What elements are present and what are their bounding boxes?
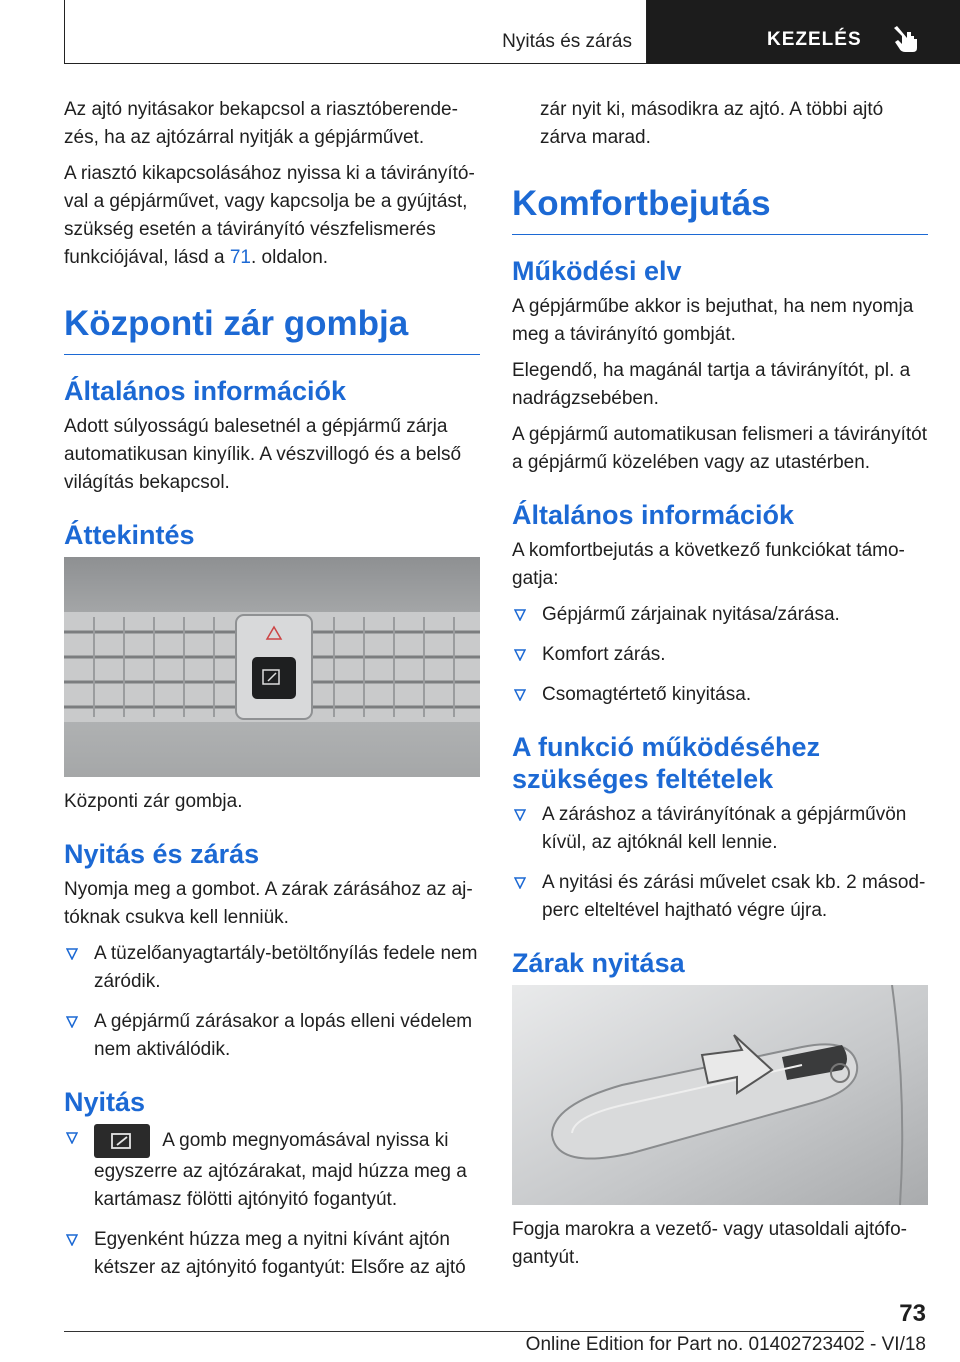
intro-paragraph-2 bbox=[64, 160, 480, 272]
general-text: Adott súlyosságú balesetnél a gépjármű zárja automatikusan kinyílik. A vészvillogó és a belső világítás bekapcsol. bbox=[64, 416, 462, 493]
section-heading: Komfortbejutás bbox=[512, 182, 928, 235]
list-item bbox=[64, 940, 480, 996]
list-item bbox=[512, 869, 928, 925]
list-item-text: Csomagtértető kinyitása. bbox=[542, 684, 752, 705]
section-heading: Központi zár gombja bbox=[64, 302, 480, 355]
unlock-button-icon bbox=[94, 1124, 150, 1158]
list-item-text: A gomb megnyomásával nyissa ki egyszerre az ajtózárakat, majd húzza meg a kartámasz fölötti ajtónyitó fogantyút. bbox=[94, 1130, 467, 1210]
intro-paragraph-1: Az ajtó nyitásakor bekapcsol a riasztóberendezés, ha az ajtózárral nyitják a gépjárművet. bbox=[64, 99, 458, 148]
subheading-opening: Nyitás bbox=[64, 1087, 146, 1117]
list-item bbox=[512, 601, 928, 629]
general-list bbox=[512, 601, 928, 709]
door-handle-image bbox=[512, 985, 928, 1272]
chapter-title: KEZELÉS bbox=[767, 29, 862, 50]
page-header bbox=[64, 0, 960, 64]
list-item-text: Egyenként húzza meg a nyitni kívánt ajtón kétszer az ajtónyitó fogantyút: Elsőre az ajtó bbox=[94, 1229, 466, 1278]
list-item-text: A záráshoz a távirányítónak a gépjárművön kívül, az ajtóknál kell lennie. bbox=[542, 804, 907, 853]
triangle-bullet-icon bbox=[66, 1132, 78, 1144]
page-link[interactable]: 71 bbox=[229, 247, 251, 268]
header-chapter-box bbox=[647, 0, 960, 64]
list-item-text: A nyitási és zárási művelet csak kb. 2 másodperc elteltével hajtható végre újra. bbox=[542, 872, 926, 921]
triangle-bullet-icon bbox=[514, 649, 526, 661]
requirements-list bbox=[512, 801, 928, 925]
principle-paragraph-2: Elegendő, ha magánál tartja a távirányítót, pl. a nadrágzsebében. bbox=[512, 360, 911, 409]
subheading-unlocking: Zárak nyitása bbox=[512, 948, 685, 978]
section-title: Nyitás és zárás bbox=[502, 31, 632, 52]
list-item bbox=[64, 1226, 480, 1282]
triangle-bullet-icon bbox=[514, 689, 526, 701]
list-item bbox=[512, 641, 928, 669]
principle-paragraph-3: A gépjármű automatikusan felismeri a távirányítót a gépjármű közelében vagy az utastérben. bbox=[512, 424, 928, 473]
list-item bbox=[64, 1124, 480, 1214]
left-column bbox=[64, 96, 480, 1294]
subheading-requirements: A funkció működéséhez szükséges feltételek bbox=[512, 732, 821, 794]
page-number: 73 bbox=[899, 1300, 926, 1327]
subheading-principle: Működési elv bbox=[512, 256, 682, 286]
right-column bbox=[512, 96, 928, 1284]
list-item-text: Gépjármű zárjainak nyitása/zárása. bbox=[542, 604, 840, 625]
triangle-bullet-icon bbox=[66, 1016, 78, 1028]
triangle-bullet-icon bbox=[66, 1234, 78, 1246]
pointing-hand-icon bbox=[891, 22, 921, 54]
general-text: A komfortbejutás a következő funkciókat támogatja: bbox=[512, 540, 905, 589]
subheading-open-close: Nyitás és zárás bbox=[64, 839, 260, 869]
triangle-bullet-icon bbox=[514, 877, 526, 889]
triangle-bullet-icon bbox=[514, 609, 526, 621]
triangle-bullet-icon bbox=[66, 948, 78, 960]
opening-list bbox=[64, 1124, 480, 1282]
list-item-text: A tüzelőanyagtartály-betöltőnyílás fedele nem záródik. bbox=[94, 943, 478, 992]
triangle-bullet-icon bbox=[514, 809, 526, 821]
intro-text: A riasztó kikapcsolásához nyissa ki a távirányítóval a gépjárművet, vagy kapcsolja be a gyújtást, szükség esetén a távirányító vészfelismerés funkciójával, lásd a bbox=[64, 163, 475, 268]
list-item-text: A gépjármű zárásakor a lopás elleni védelem nem aktiválódik. bbox=[94, 1011, 473, 1060]
open-close-text: Nyomja meg a gombot. A zárak zárásához az ajtóknak csukva kell lenniük. bbox=[64, 879, 473, 928]
list-item bbox=[64, 1008, 480, 1064]
list-item-text: Komfort zárás. bbox=[542, 644, 666, 665]
list-item bbox=[512, 801, 928, 857]
open-close-list bbox=[64, 940, 480, 1064]
list-item bbox=[512, 681, 928, 709]
edition-text: Online Edition for Part no. 01402723402 - VI/18 bbox=[525, 1334, 926, 1355]
subheading-general: Általános információk bbox=[512, 500, 795, 530]
continued-text: zár nyit ki, másodikra az ajtó. A többi ajtó zárva marad. bbox=[540, 99, 884, 148]
lock-button-image bbox=[64, 557, 480, 816]
intro-text-end: . oldalon. bbox=[250, 247, 329, 268]
image-caption: Fogja marokra a vezető- vagy utasoldali ajtófogantyút. bbox=[512, 1219, 907, 1268]
image-caption: Központi zár gombja. bbox=[64, 791, 243, 812]
subheading-general: Általános információk bbox=[64, 376, 347, 406]
header-section-box bbox=[64, 0, 647, 64]
subheading-overview: Áttekintés bbox=[64, 520, 195, 550]
footer-divider bbox=[64, 1331, 864, 1332]
principle-paragraph-1: A gépjárműbe akkor is bejuthat, ha nem nyomja meg a távirányító gombját. bbox=[512, 296, 914, 345]
